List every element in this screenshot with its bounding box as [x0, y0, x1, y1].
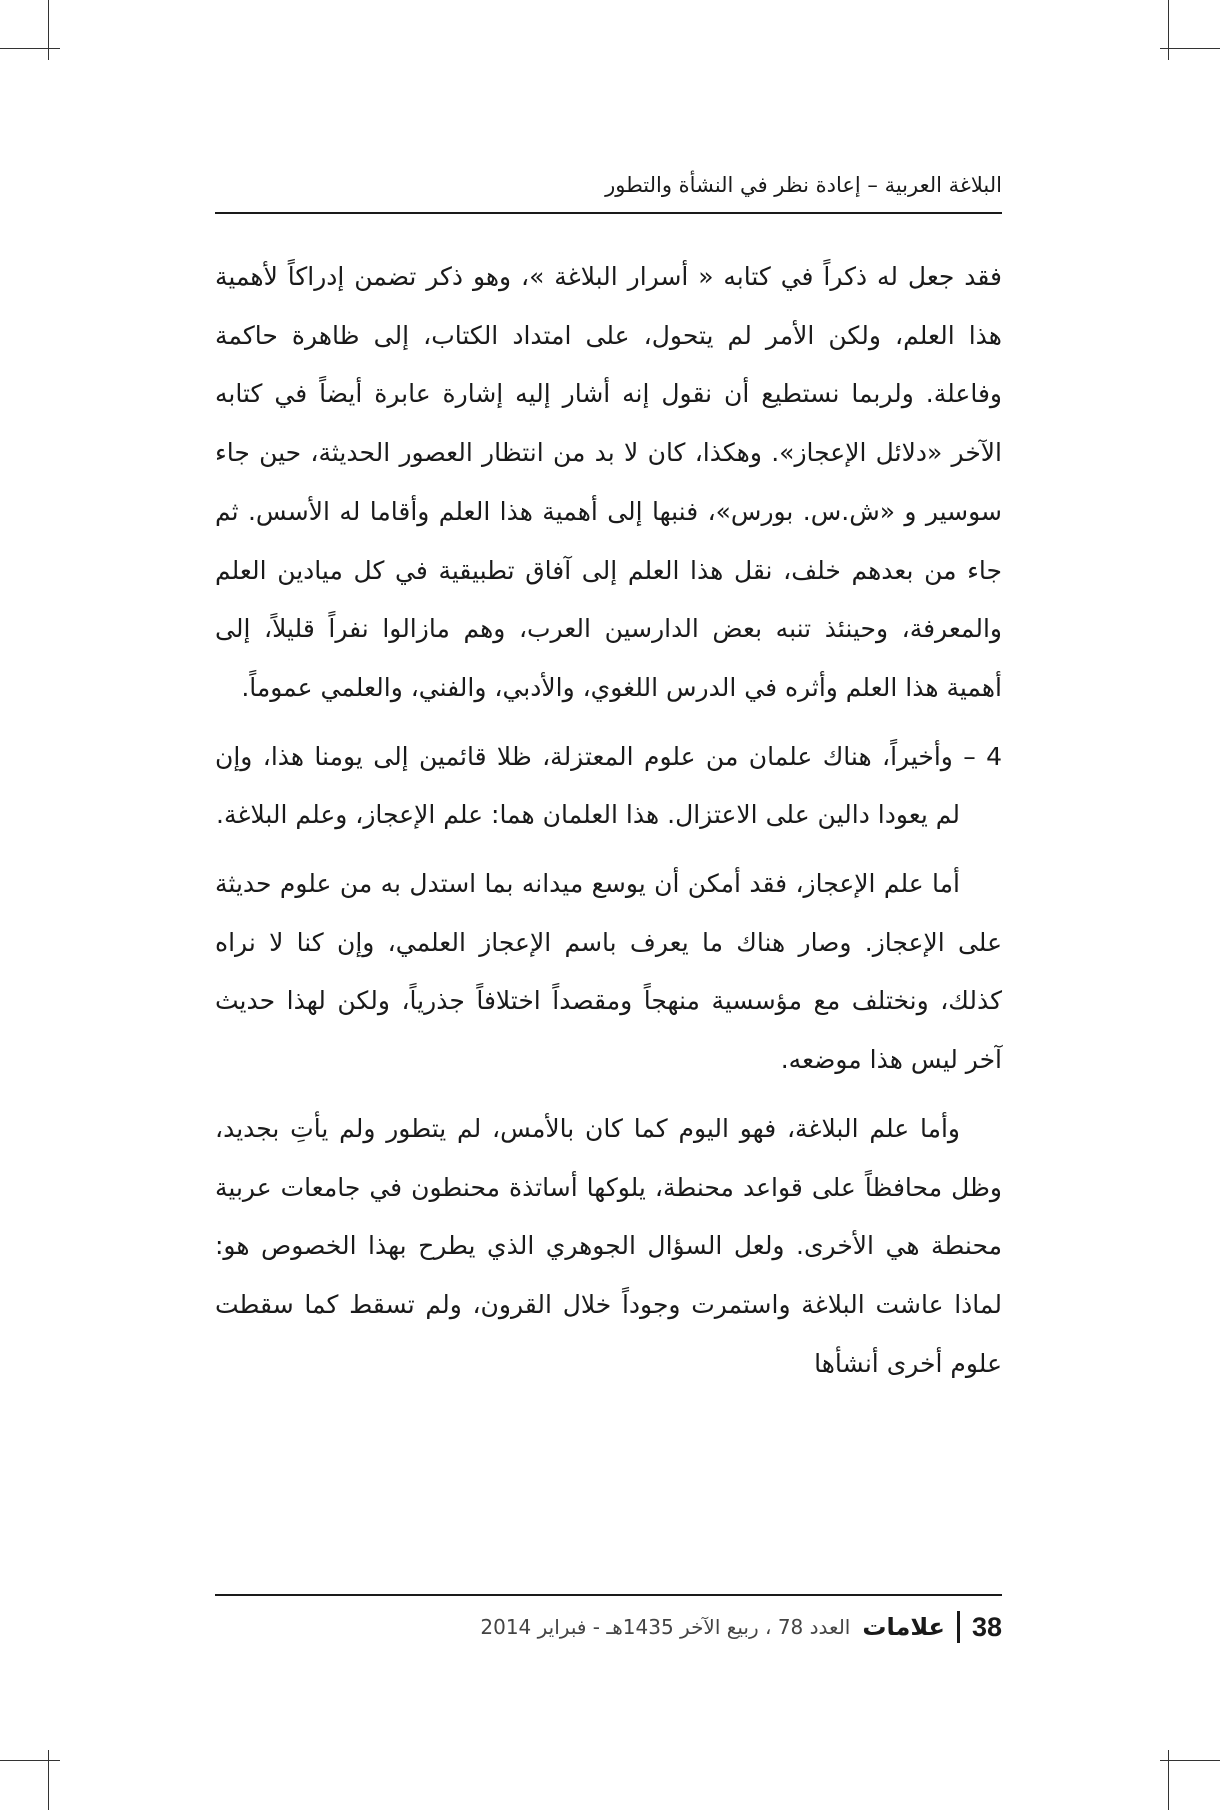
page-footer: [215, 1604, 1002, 1650]
crop-mark: [48, 0, 49, 60]
crop-mark: [48, 1750, 49, 1810]
running-head: البلاغة العربية – إعادة نظر في النشأة والتطور: [605, 173, 1002, 197]
header-rule: [215, 212, 1002, 214]
list-item: 4 – وأخيراً، هناك علمان من علوم المعتزلة، ظلا قائمين إلى يومنا هذا، وإن لم يعودا دالين على الاعتزال. هذا العلمان هما: علم الإعجاز، وعلم البلاغة.: [215, 741, 1002, 830]
footer-separator: [957, 1611, 960, 1643]
article-body: [215, 248, 1002, 1393]
crop-mark: [1160, 1760, 1220, 1761]
journal-logo: علامات: [862, 1613, 945, 1641]
crop-mark: [1168, 0, 1169, 60]
crop-mark: [1168, 1750, 1169, 1810]
paragraph: وأما علم البلاغة، فهو اليوم كما كان بالأمس، لم يتطور ولم يأتِ بجديد، وظل محافظاً على قواعد محنطة، يلوكها أساتذة محنطون في جامعات عربية محنطة هي الأخرى. ولعل السؤال الجوهري الذي يطرح بهذا الخصوص هو: لماذا عاشت البلاغة واستمرت وجوداً خلال القرون، ولم تسقط كما سقطت علوم أخرى أنشأها: [215, 1113, 1002, 1378]
page-number: 38: [971, 1611, 1002, 1642]
crop-mark: [1160, 48, 1220, 49]
paragraph: فقد جعل له ذكراً في كتابه « أسرار البلاغة »، وهو ذكر تضمن إدراكاً لأهمية هذا العلم، ولكن الأمر لم يتحول، على امتداد الكتاب، إلى ظاهرة حاكمة وفاعلة. ولربما نستطيع أن نقول إنه أشار إليه إشارة عابرة أيضاً في كتابه الآخر «دلائل الإعجاز». وهكذا، كان لا بد من انتظار العصور الحديثة، حين جاء سوسير و «ش.س. بورس»، فنبها إلى أهمية هذا العلم وأقاما له الأسس. ثم جاء من بعدهم خلف، نقل هذا العلم إلى آفاق تطبيقية في كل ميادين العلم والمعرفة، وحينئذ تنبه بعض الدارسين العرب، وهم مازالوا نفراً قليلاً، إلى أهمية هذا العلم وأثره في الدرس اللغوي، والأدبي، والفني، والعلمي عموماً.: [215, 262, 1002, 702]
crop-mark: [0, 1760, 60, 1761]
issue-info: العدد 78 ، ربيع الآخر 1435هـ - فبراير 2014: [480, 1615, 851, 1639]
crop-mark: [0, 48, 60, 49]
footer-rule: [215, 1594, 1002, 1596]
paragraph: أما علم الإعجاز، فقد أمكن أن يوسع ميدانه بما استدل به من علوم حديثة على الإعجاز. وصار هناك ما يعرف باسم الإعجاز العلمي، وإن كنا لا نراه كذلك، ونختلف مع مؤسسية منهجاً ومقصداً اختلافاً جذرياً، ولكن لهذا حديث آخر ليس هذا موضعه.: [215, 869, 1002, 1075]
